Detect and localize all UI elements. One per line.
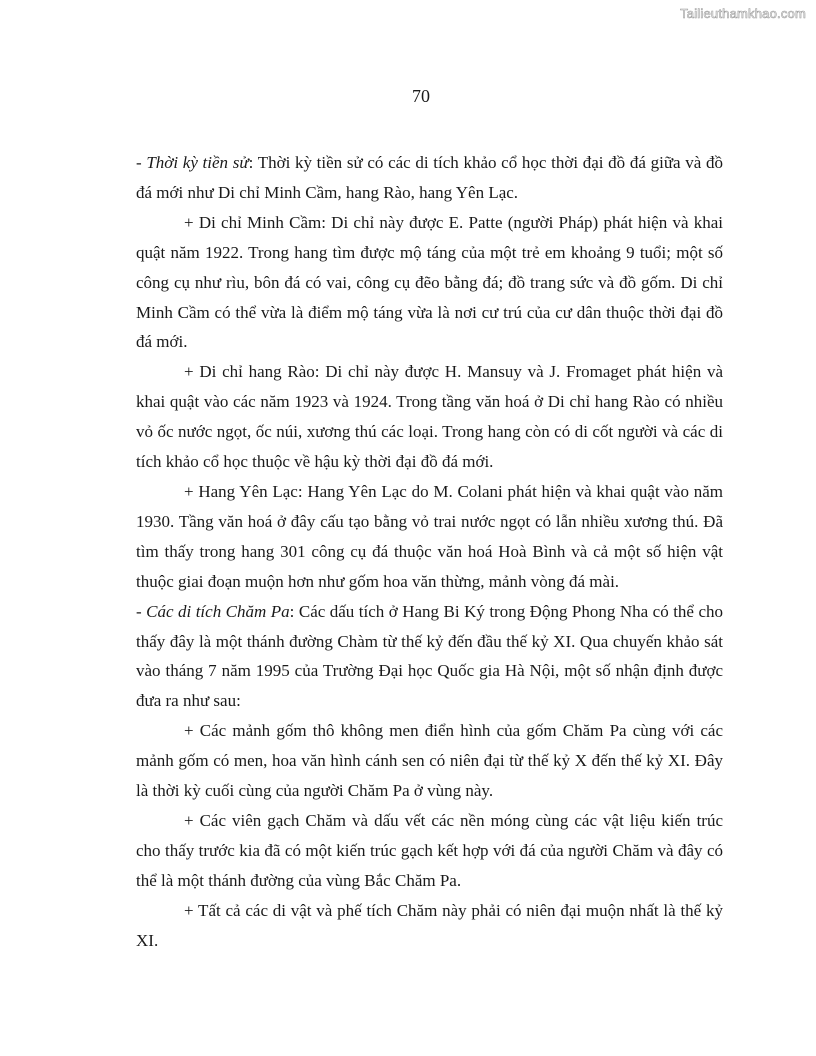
list-dash: - <box>136 153 147 172</box>
paragraph-text: : Thời kỳ tiền sử có các di tích khảo cổ học thời đại đồ đá giữa và đồ đá mới như Di chỉ Minh Cầm, hang Rào, hang Yên Lạc. <box>136 153 723 202</box>
list-dash: - <box>136 601 147 621</box>
paragraph-hang-rao-site: + Di chỉ hang Rào: Di chỉ này được H. Mansuy và J. Fromaget phát hiện và khai quật vào các năm 1923 và 1924. Trong tầng văn hoá ở Di chỉ hang Rào có nhiều vỏ ốc nước ngọt, ốc núi, xương thú các loại. Trong hang còn có di cốt người và các di tích khảo cổ học thuộc về hậu kỳ thời đại đồ đá mới. <box>136 362 723 472</box>
page-number: 70 <box>412 86 430 106</box>
watermark: Tailieuthamkhao.com <box>680 6 806 21</box>
paragraph-cham-pottery: + Các mảnh gốm thô không men điển hình của gốm Chăm Pa cùng với các mảnh gốm có men, hoa văn hình cánh sen có niên đại từ thế kỷ X đến thế kỷ XI. Đây là thời kỳ cuối cùng của người Chăm Pa ở vùng này. <box>136 721 723 801</box>
section-heading-cham-pa: Các di tích Chăm Pa <box>146 601 290 621</box>
paragraph-cham-pa-relics <box>136 597 723 717</box>
document-body <box>136 148 723 955</box>
paragraph-minh-cam-site: + Di chỉ Minh Cầm: Di chỉ này được E. Patte (người Pháp) phát hiện và khai quật năm 1922. Trong hang tìm được mộ táng của một trẻ em khoảng 9 tuổi; một số công cụ như rìu, bôn đá có vai, công cụ đẽo bằng đá; đồ trang sức và đồ gốm. Di chỉ Minh Cầm có thể vừa là điểm mộ táng vừa là nơi cư trú của cư dân thuộc thời đại đồ đá mới. <box>136 212 723 352</box>
paragraph-cham-dating: + Tất cả các di vật và phế tích Chăm này phải có niên đại muộn nhất là thế kỷ XI. <box>136 900 723 950</box>
paragraph-text: : Các dấu tích ở Hang Bi Ký trong Động Phong Nha có thể cho thấy đây là một thánh đường Chàm từ thế kỷ đến đầu thế kỷ XI. Qua chuyến khảo sát vào tháng 7 năm 1995 của Trường Đại học Quốc gia Hà Nội, một số nhận định được đưa ra như sau: <box>136 601 723 711</box>
paragraph-cham-bricks: + Các viên gạch Chăm và dấu vết các nền móng cùng các vật liệu kiến trúc cho thấy trước kia đã có một kiến trúc gạch kết hợp với đá của người Chăm và đây có thể là một thánh đường của vùng Bắc Chăm Pa. <box>136 810 723 890</box>
paragraph-prehistoric-period <box>136 148 723 208</box>
paragraph-hang-yen-lac: + Hang Yên Lạc: Hang Yên Lạc do M. Colani phát hiện và khai quật vào năm 1930. Tầng văn hoá ở đây cấu tạo bằng vỏ trai nước ngọt có lẫn nhiều xương thú. Đã tìm thấy trong hang 301 công cụ đá thuộc văn hoá Hoà Bình và cả một số hiện vật thuộc giai đoạn muộn hơn như gốm hoa văn thừng, mảnh vòng đá mài. <box>136 481 723 591</box>
section-heading-prehistoric: Thời kỳ tiền sử <box>146 153 249 172</box>
